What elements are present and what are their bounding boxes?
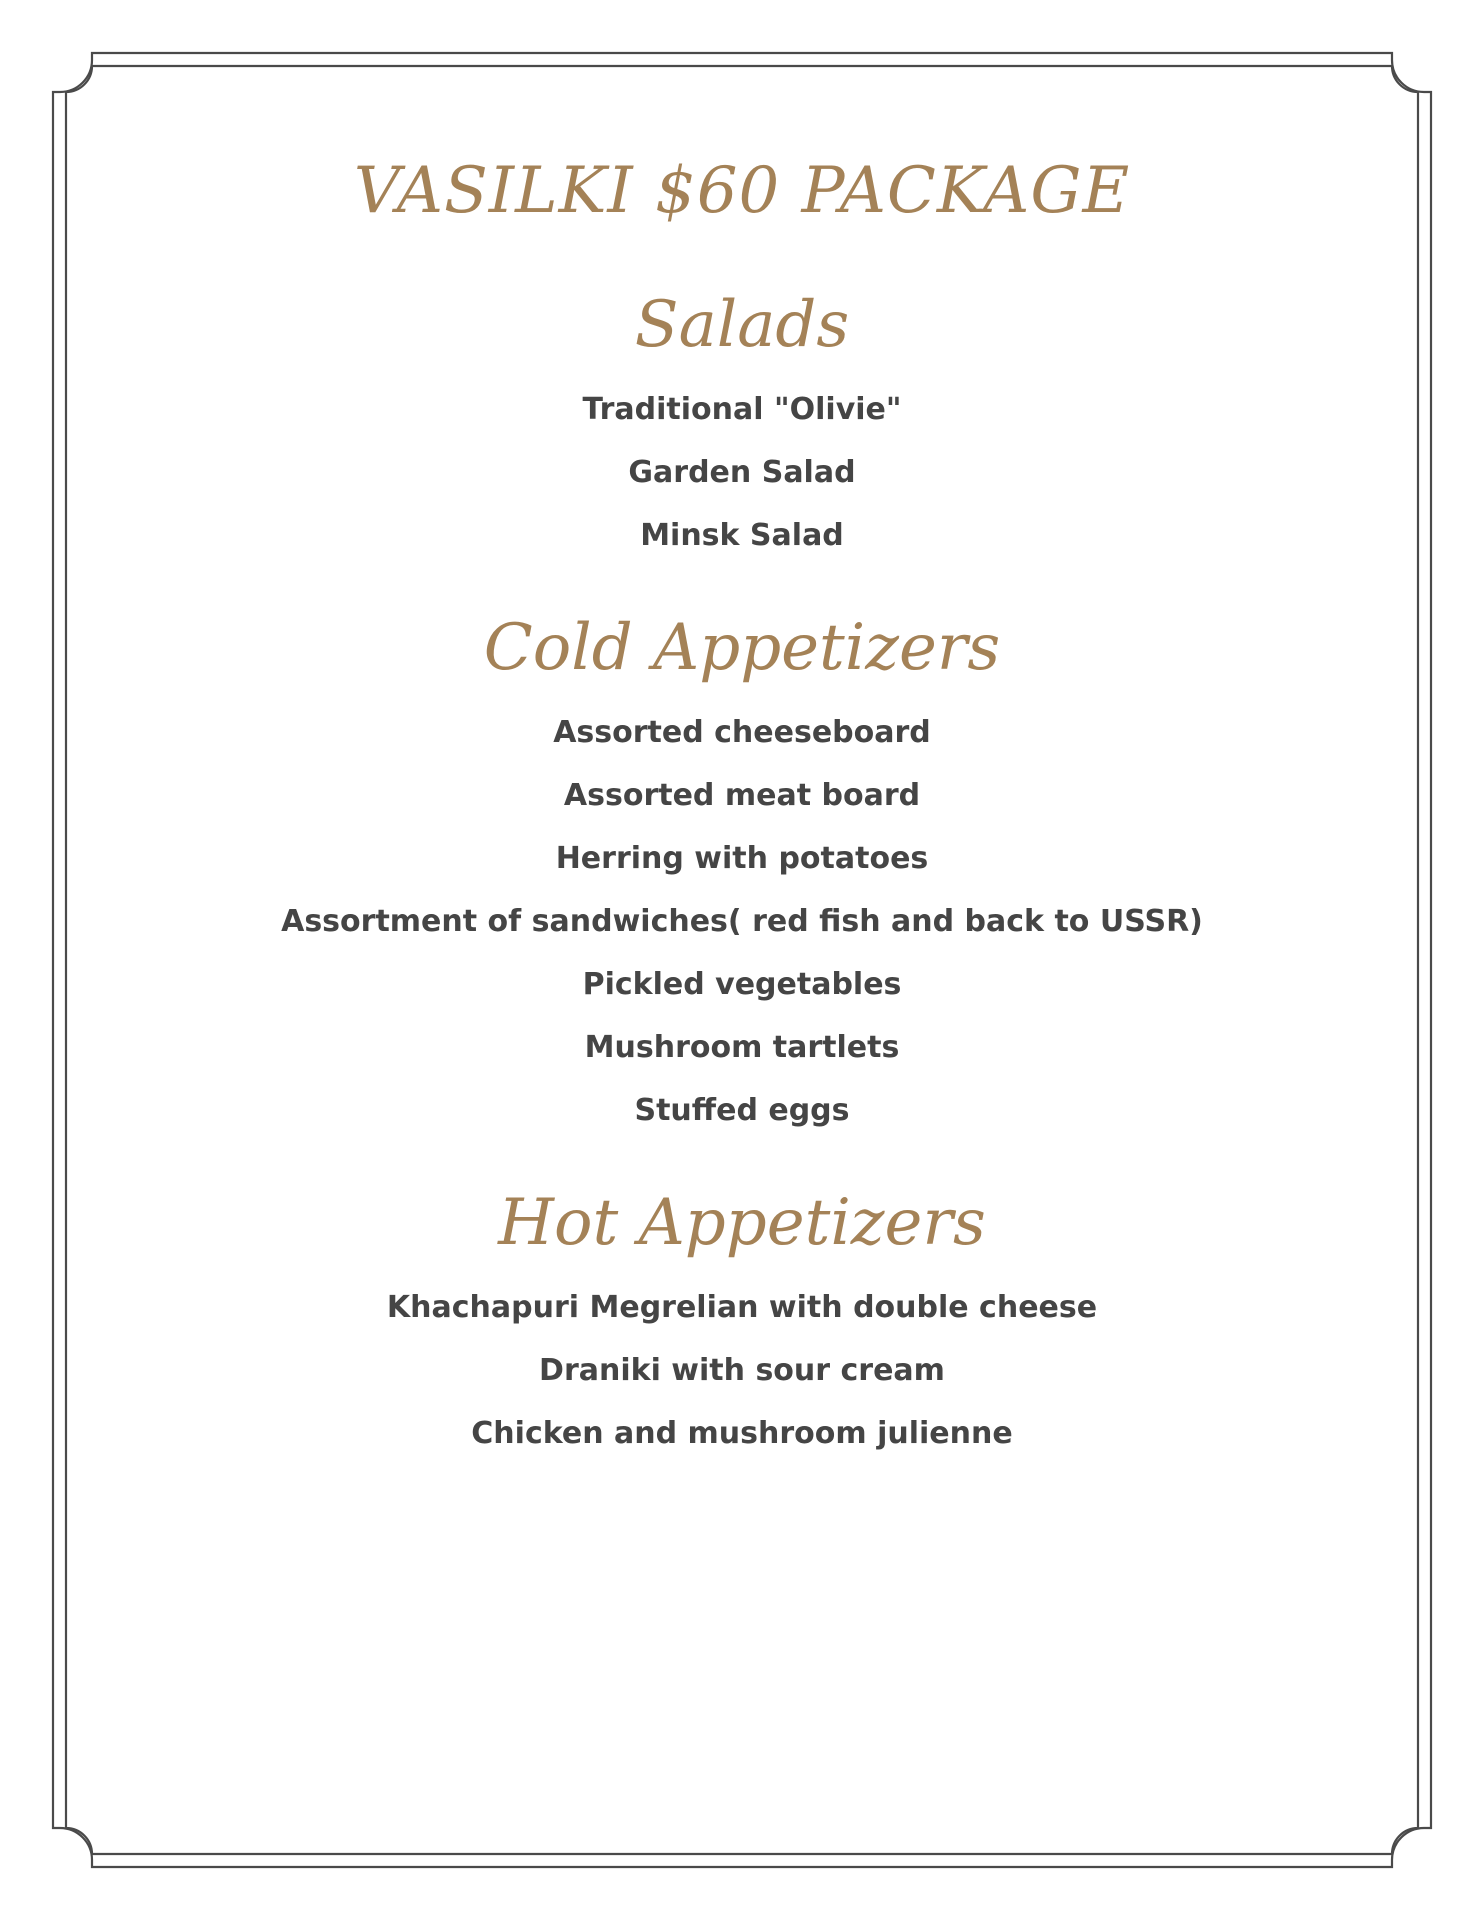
menu-item: Assorted meat board [563,778,921,813]
menu-item: Chicken and mushroom julienne [471,1416,1013,1451]
menu-item: Traditional "Olivie" [582,392,902,427]
section-heading-cold-appetizers: Cold Appetizers [483,611,1001,685]
package-title: VASILKI $60 PACKAGE [353,154,1131,228]
menu-item: Garden Salad [628,455,856,490]
menu-item: Stuffed eggs [634,1093,850,1128]
section-heading-salads: Salads [634,288,850,362]
section-heading-hot-appetizers: Hot Appetizers [498,1186,986,1260]
menu-item: Assorted cheeseboard [553,715,931,750]
menu-item: Draniki with sour cream [539,1353,945,1388]
menu-item: Khachapuri Megrelian with double cheese [386,1290,1098,1325]
menu-item: Assortment of sandwiches( red fish and back to USSR) [281,904,1203,939]
menu-item: Herring with potatoes [555,841,929,876]
menu-item: Pickled vegetables [582,967,902,1002]
menu-item: Mushroom tartlets [584,1030,900,1065]
menu-item: Minsk Salad [640,518,844,553]
